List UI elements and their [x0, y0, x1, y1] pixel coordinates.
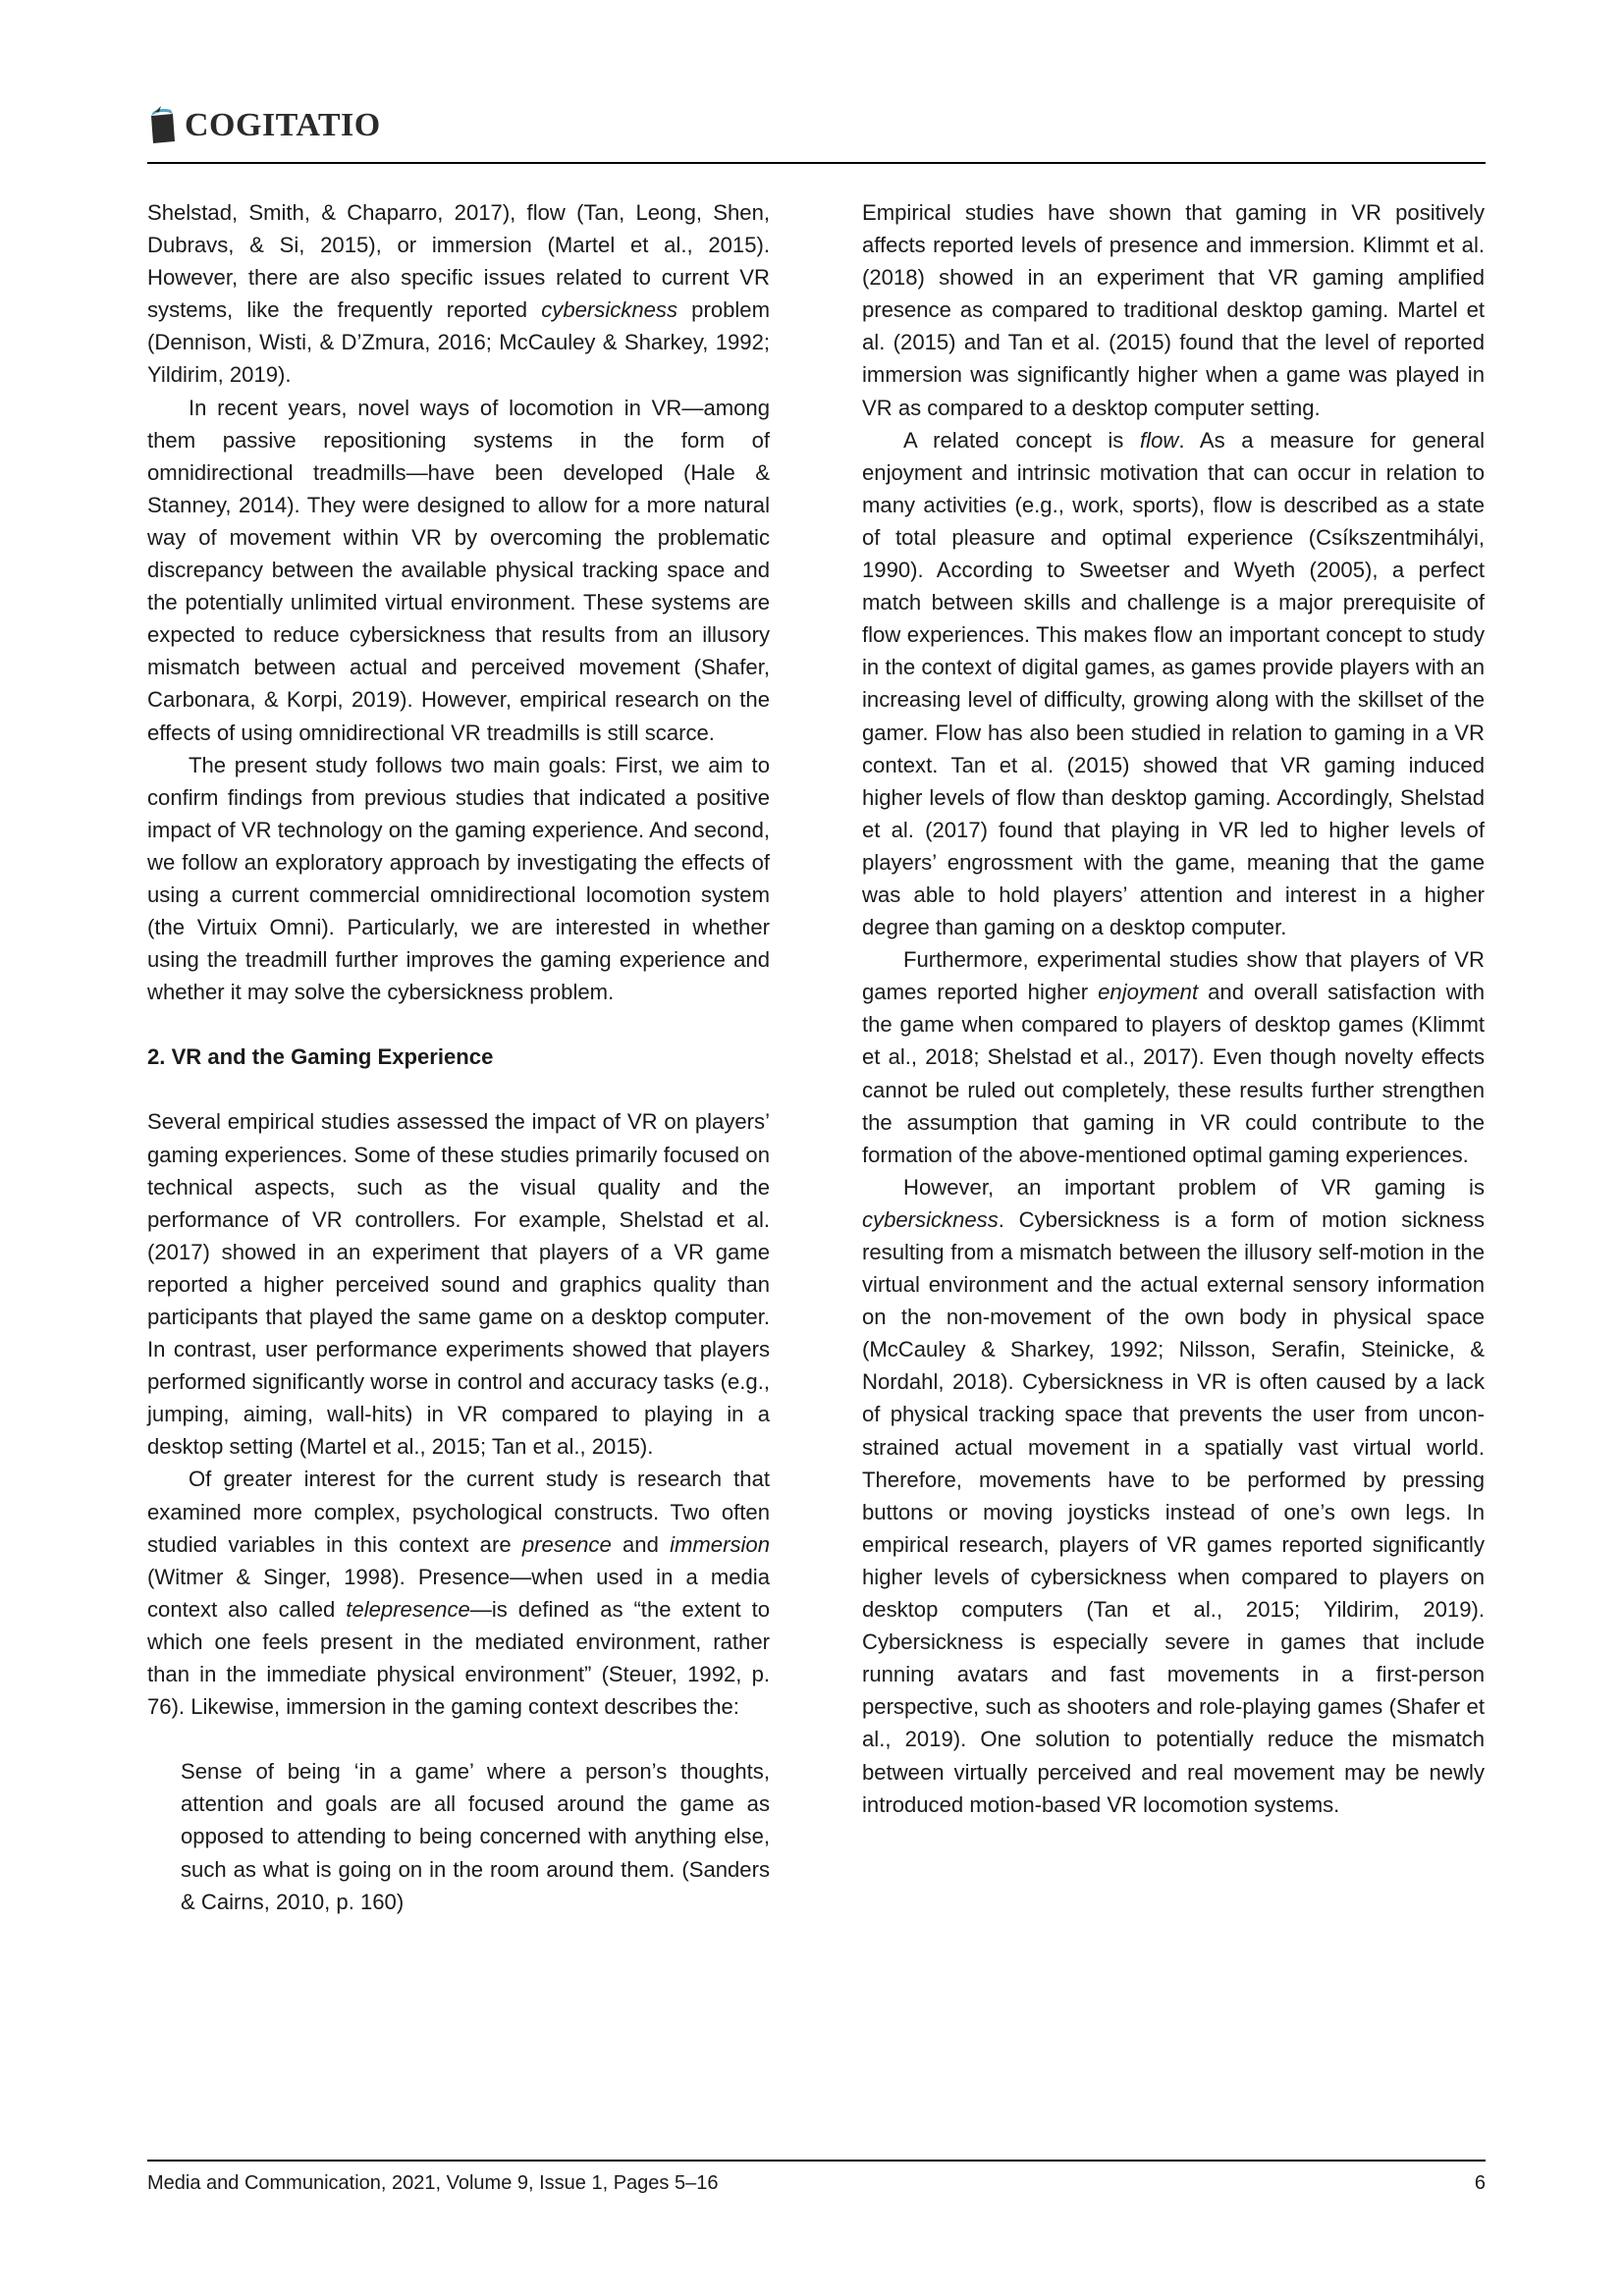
block-quote: Sense of being ‘in a game’ where a person’s thoughts, attention and goals are all focused around the game as opposed to attending to being concerned with anything else, such as what is going on in the room around them. (Sanders & Cairns, 2010, p. 160)	[181, 1759, 770, 1914]
paragraph: However, an important problem of VR gaming is cybersickness. Cybersickness is a form of motion sickness resulting from a mismatch between the illusory self-motion in the virtual environment and the actual external sensory information on the non-movement of the own body in physical space (McCauley & Sharkey, 1992; Nilsson, Serafin, Steinicke, & Nordahl, 2018). Cybersickness in VR is often caused by a lack of physical tracking space that prevents the user from unconstrained actual movement in a spatially vast virtual world. Therefore, movements have to be performed by pressing buttons or moving joysticks instead of one’s own legs. In empirical research, players of VR games reported significantly higher levels of cybersickness when compared to players on desktop computers (Tan et al., 2015; Yildirim, 2019). Cybersickness is especially severe in games that include running avatars and fast movements in a first-person perspective, such as shooters and role-playing games (Shafer et al., 2019). One solution to potentially reduce the mismatch between virtually perceived and real movement may be newly introduced motion-based VR locomotion systems.	[862, 1174, 1485, 1817]
paragraph: Furthermore, experimental studies show that players of VR games reported higher enjoyment and overall satisfaction with the game when compared to players of desktop games (Klimmt et al., 2018; Shelstad et al., 2017). Even though novelty effects cannot be ruled out completely, these results further strengthen the assumption that gaming in VR could contribute to the formation of the above-mentioned optimal gaming experiences.	[862, 947, 1485, 1167]
paragraph: Several empirical studies assessed the impact of VR on players’ gaming experiences. Some of these studies primarily focused on technical aspects, such as the visual quality and the performance of VR controllers. For example, Shelstad et al. (2017) showed in an experiment that players of a VR game reported a higher perceived sound and graphics quality than participants that played the same game on a desktop computer. In contrast, user performance experiments showed that players performed significantly worse in control and accuracy tasks (e.g., jumping, aiming, wall-hits) in VR compared to playing in a desktop setting (Martel et al., 2015; Tan et al., 2015).	[147, 1109, 770, 1460]
footer-divider	[147, 2160, 1486, 2162]
right-column	[862, 196, 1485, 1821]
paragraph: The present study follows two main goals: First, we aim to confirm findings from previous studies that indicated a positive impact of VR technology on the gaming experience. And second, we follow an exploratory approach by investigating the effects of using a current commercial omnidirectional locomotion system (the Virtuix Omni). Particularly, we are interested in whether using the treadmill further improves the gaming experience and whether it may solve the cybersickness problem.	[147, 752, 770, 1005]
paragraph: A related concept is flow. As a measure for general enjoyment and intrinsic motivation that can occur in relation to many activities (e.g., work, sports), flow is described as a state of total pleasure and optimal experience (Csíkszentmihályi, 1990). According to Sweetser and Wyeth (2005), a perfect match between skills and challenge is a major prerequisite of flow experiences. This makes flow an important concept to study in the context of digital games, as games provide players with an increasing level of difficulty, growing along with the skillset of the gamer. Flow has also been studied in relation to gaming in a VR context. Tan et al. (2015) showed that VR gaming induced higher levels of flow than desktop gaming. Accordingly, Shelstad et al. (2017) found that playing in VR led to higher levels of players’ engrossment with the game, meaning that the game was able to hold players’ attention and interest in a higher degree than gaming on a desktop computer.	[862, 427, 1485, 940]
left-column	[147, 196, 770, 1918]
journal-header	[147, 106, 381, 143]
journal-citation: Media and Communication, 2021, Volume 9, Issue 1, Pages 5–16	[147, 2172, 719, 2194]
journal-logo-text: COGITATIO	[185, 107, 381, 143]
paragraph: In recent years, novel ways of locomotion in VR—among them passive repositioning systems in the form of omnidirectional treadmills—have been developed (Hale & Stanney, 2014). They were designed to allow for a more natural way of movement within VR by overcoming the problematic discrepancy between the available physical tracking space and the potentially unlimited virtual environment. These systems are expected to reduce cybersickness that results from an illusory mismatch between actual and perceived movement (Shafer, Carbonara, & Korpi, 2019). However, empirical research on the effects of using omnidirectional VR treadmills is still scarce.	[147, 395, 770, 745]
page-number: 6	[1474, 2172, 1486, 2194]
paragraph: Empirical studies have shown that gaming in VR positively affects reported levels of presence and immersion. Klimmt et al. (2018) showed in an experiment that VR gaming amplified presence as compared to traditional desktop gaming. Martel et al. (2015) and Tan et al. (2015) found that the level of reported immersion was significantly higher when a game was played in VR as compared to a desktop computer setting.	[862, 200, 1485, 420]
page-footer	[147, 2172, 1486, 2195]
paragraph: Of greater interest for the current study is research that examined more complex, psychological constructs. Two often studied variables in this context are presence and immersion (Witmer & Singer, 1998). Presence—when used in a media context also called telepresence—is defined as “the extent to which one feels present in the mediated environment, rather than in the immediate physical environment” (Steuer, 1992, p. 76). Likewise, immersion in the gaming context describes the:	[147, 1467, 770, 1720]
paragraph: Shelstad, Smith, & Chaparro, 2017), flow (Tan, Leong, Shen, Dubravs, & Si, 2015), or immersion (Martel et al., 2015). However, there are also specific issues related to current VR systems, like the frequently reported cybersickness problem (Dennison, Wisti, & D’Zmura, 2016; McCauley & Sharkey, 1992; Yildirim, 2019).	[147, 200, 771, 388]
header-divider	[147, 162, 1486, 164]
book-logo-icon	[147, 106, 179, 143]
section-heading: 2. VR and the Gaming Experience	[147, 1044, 494, 1070]
